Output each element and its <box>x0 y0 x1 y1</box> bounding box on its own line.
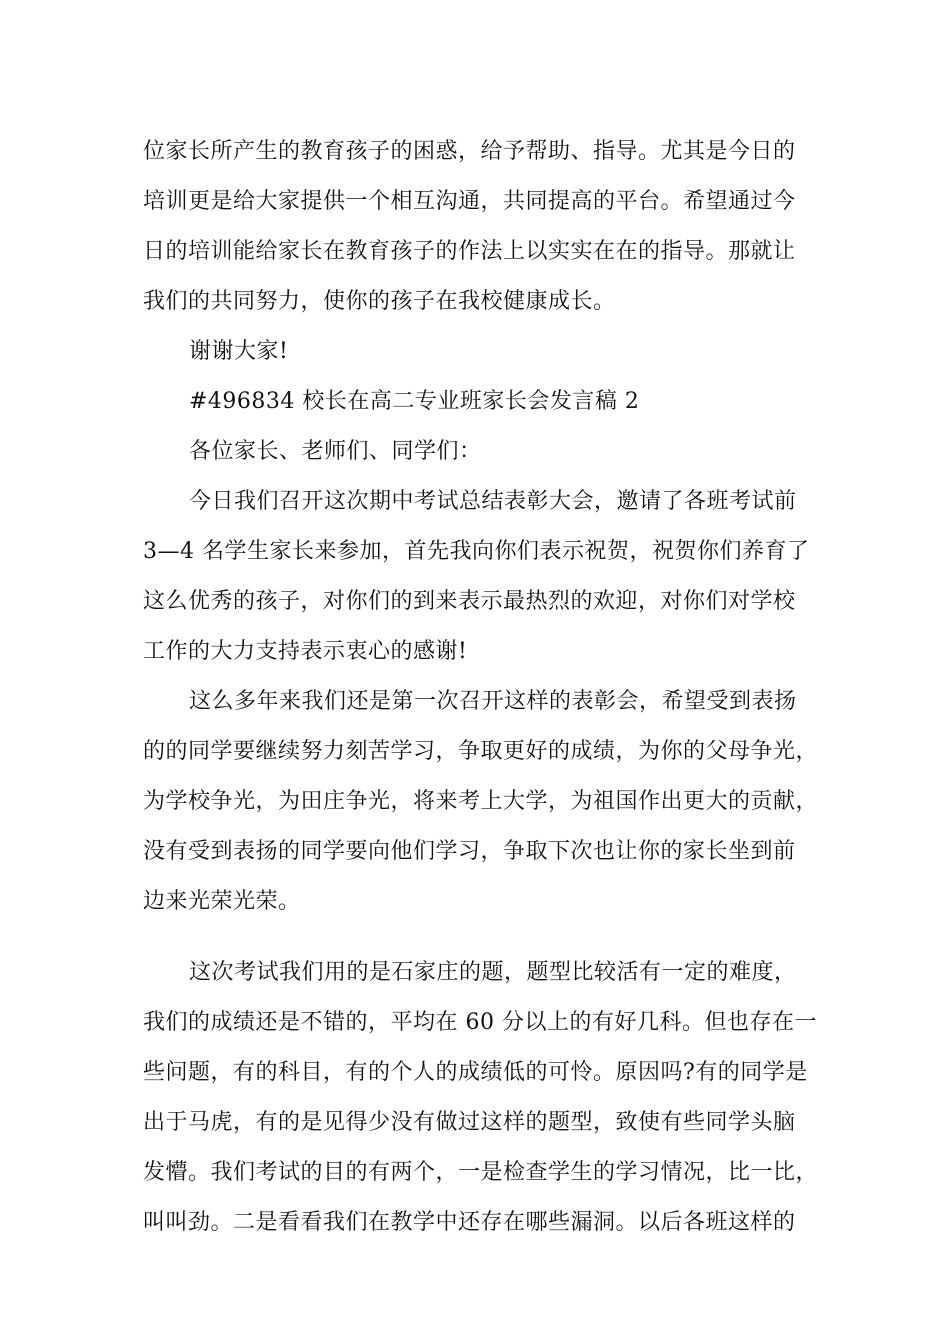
body-line: 些问题，有的科目，有的个人的成绩低的可怜。原因吗?有的同学是 <box>143 1060 808 1085</box>
body-line: 这么优秀的孩子，对你们的到来表示最热烈的欢迎，对你们对学校 <box>143 589 796 614</box>
body-line: 位家长所产生的教育孩子的困惑，给予帮助、指导。尤其是今日的 <box>143 139 796 164</box>
salutation: 各位家长、老师们、同学们： <box>189 439 482 464</box>
body-line: 这次考试我们用的是石家庄的题，题型比较活有一定的难度， <box>189 960 797 985</box>
body-line: 日的培训能给家长在教育孩子的作法上以实实在在的指导。那就让 <box>143 239 796 264</box>
body-line: 培训更是给大家提供一个相互沟通，共同提高的平台。希望通过今 <box>143 189 796 214</box>
body-line: 3—4 名学生家长来参加，首先我向你们表示祝贺，祝贺你们养育了 <box>143 539 810 564</box>
body-line: 工作的大力支持表示衷心的感谢! <box>143 639 468 664</box>
closing-thanks: 谢谢大家! <box>189 339 289 364</box>
body-line: 叫叫劲。二是看看我们在教学中还存在哪些漏洞。以后各班这样的 <box>143 1210 796 1235</box>
body-line: 为学校争光，为田庄争光，将来考上大学，为祖国作出更大的贡献， <box>143 789 819 814</box>
body-line: 我们的共同努力，使你的孩子在我校健康成长。 <box>143 289 616 314</box>
body-line: 今日我们召开这次期中考试总结表彰大会，邀请了各班考试前 <box>189 489 797 514</box>
body-line: 我们的成绩还是不错的，平均在 60 分以上的有好几科。但也存在一 <box>143 1010 817 1035</box>
document-body <box>143 131 823 1252</box>
paragraph-gap <box>143 931 823 952</box>
body-line: 边来光荣光荣。 <box>143 889 301 914</box>
body-line: 的的同学要继续努力刻苦学习，争取更好的成绩，为你的父母争光， <box>143 739 819 764</box>
body-line: 出于马虎，有的是见得少没有做过这样的题型，致使有些同学头脑 <box>143 1110 796 1135</box>
body-line: 这么多年来我们还是第一次召开这样的表彰会，希望受到表扬 <box>189 689 797 714</box>
body-line: 发懵。我们考试的目的有两个，一是检查学生的学习情况，比一比， <box>143 1160 819 1185</box>
body-line: 没有受到表扬的同学要向他们学习，争取下次也让你的家长坐到前 <box>143 839 796 864</box>
section-title: #496834 校长在高二专业班家长会发言稿 2 <box>189 389 640 414</box>
